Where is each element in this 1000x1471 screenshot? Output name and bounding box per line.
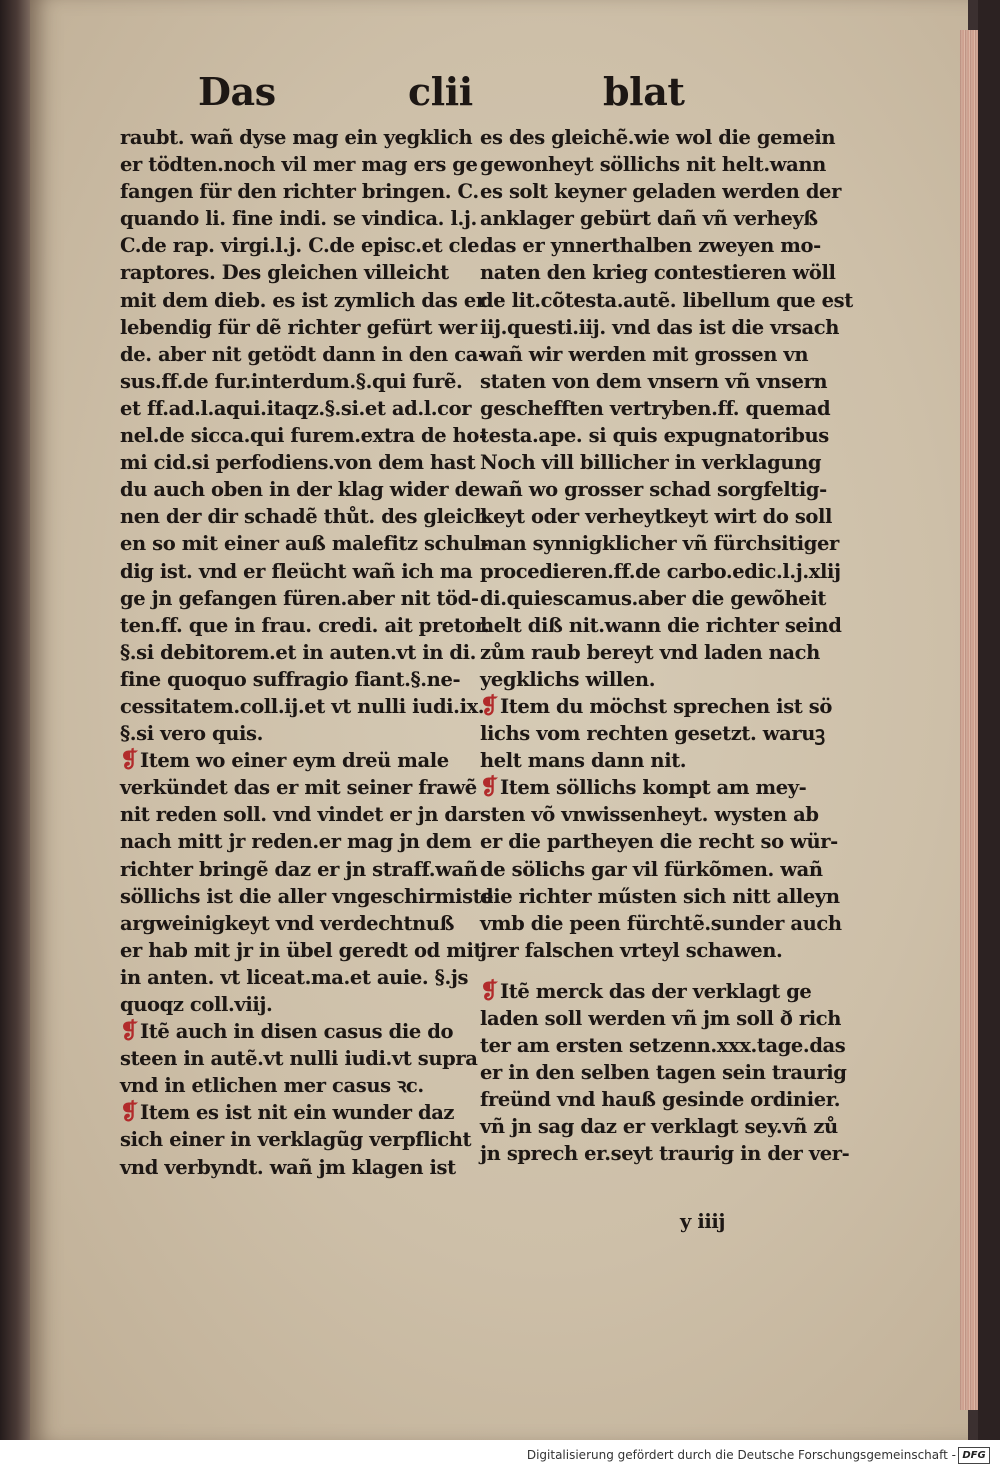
text-line — [480, 910, 842, 937]
left-text-column — [120, 124, 494, 1181]
text-line — [480, 259, 836, 286]
line-text: lebendig für dẽ richter gefürt wer — [120, 315, 477, 339]
text-line — [480, 395, 831, 422]
line-text: quando li. fine indi. se vindica. l.j. — [120, 207, 477, 231]
text-line — [120, 205, 477, 232]
text-line — [120, 1018, 465, 1045]
line-text: vñ jn sag daz er verklagt sey.vñ zů — [480, 1115, 838, 1139]
text-line — [120, 341, 486, 368]
line-text: ter am ersten setzenn.xxx.tage.das — [480, 1034, 846, 1058]
text-line — [480, 503, 833, 530]
text-line — [120, 991, 465, 1018]
text-line — [480, 828, 838, 855]
text-line — [480, 774, 825, 801]
text-line — [480, 422, 829, 449]
text-line — [480, 585, 825, 612]
line-text: §.si debitorem.et in auten.vt in di. — [120, 640, 477, 664]
text-line — [120, 585, 479, 612]
line-text: das er ynnerthalben zweyen mo- — [480, 234, 821, 258]
line-text: staten von dem vnsern vñ vnsern — [480, 369, 828, 393]
line-text: richter bringẽ daz er jn straff.wañ — [120, 857, 478, 881]
text-line — [120, 558, 473, 585]
text-line — [120, 422, 487, 449]
line-text: lichs vom rechten gesetzt. waruꝫ — [480, 722, 825, 746]
text-line — [480, 368, 828, 395]
line-text: iij.questi.iij. vnd das ist die vrsach — [480, 315, 839, 339]
paragraph-gap — [480, 964, 825, 978]
text-line — [480, 856, 825, 883]
line-text: mi cid.si perfodiens.von dem hast — [120, 451, 476, 475]
footer-bar — [0, 1440, 1000, 1471]
line-text: anklager gebürt dañ vñ verheyß — [480, 207, 818, 231]
line-text: nel.de sicca.qui furem.extra de ho- — [120, 424, 487, 448]
folio-number: clii — [408, 69, 473, 114]
line-text: nit reden soll. vnd vindet er jn dar — [120, 803, 480, 827]
line-text: zům raub bereyt vnd laden nach — [480, 640, 820, 664]
line-text: er hab mit jr in übel geredt od mit — [120, 938, 483, 962]
header-right-word: blat — [603, 69, 685, 114]
text-line — [120, 828, 472, 855]
text-line — [120, 666, 465, 693]
line-text: raubt. wañ dyse mag ein yegklich — [120, 126, 473, 149]
text-line — [120, 747, 465, 774]
line-text: steen in autẽ.vt nulli iudi.vt supra — [120, 1047, 478, 1071]
line-text: es des gleichẽ.wie wol die gemein — [480, 126, 836, 149]
line-text: Noch vill billicher in verklagung — [480, 451, 822, 475]
line-text: raptores. Des gleichen villeicht — [120, 261, 449, 285]
line-text: man synnigklicher vñ fürchsitiger — [480, 532, 839, 556]
line-text: er in den selben tagen sein traurig — [480, 1061, 847, 1085]
line-text: yegklichs willen. — [480, 667, 656, 691]
text-line — [120, 774, 477, 801]
text-line — [120, 232, 486, 259]
line-text: wañ wir werden mit grossen vn — [480, 342, 809, 366]
line-text: sten võ vnwissenheyt. wysten ab — [480, 803, 819, 827]
line-text: er tödten.noch vil mer mag ers ge — [120, 153, 478, 177]
text-line — [120, 937, 483, 964]
text-line — [480, 558, 841, 585]
text-line — [120, 449, 476, 476]
right-dark-edge — [978, 0, 1000, 1440]
text-line — [480, 978, 825, 1005]
line-text: C.de rap. virgi.l.j. C.de episc.et cle. — [120, 234, 486, 258]
line-text: di.quiescamus.aber die gewõheit — [480, 586, 826, 610]
line-text: es solt keyner geladen werden der — [480, 180, 841, 204]
text-line — [480, 1059, 847, 1086]
line-text: dig ist. vnd er fleücht wañ ich ma — [120, 559, 473, 583]
text-line — [120, 476, 480, 503]
line-text: nen der dir schadẽ thůt. des gleich — [120, 505, 488, 529]
text-line — [480, 1113, 838, 1140]
text-line — [480, 883, 840, 910]
text-line — [120, 612, 490, 639]
text-line — [480, 639, 825, 666]
line-text: quoqz coll.viij. — [120, 993, 273, 1016]
text-line — [480, 178, 841, 205]
line-text: ge jn gefangen füren.aber nit töd- — [120, 586, 479, 610]
line-text: sus.ff.de fur.interdum.§.qui furẽ. — [120, 369, 463, 393]
line-text: laden soll werden vñ jm soll ð rich — [480, 1007, 842, 1030]
text-line — [120, 151, 478, 178]
text-line — [120, 964, 469, 991]
dfg-logo: DFG — [958, 1447, 990, 1464]
line-text: geschefften vertryben.ff. quemad — [480, 396, 831, 420]
text-line — [480, 232, 825, 259]
line-text: Itẽ merck das der verklagt ge — [500, 979, 812, 1003]
line-text: et ff.ad.l.aqui.itaqz.§.si.et ad.l.cor — [120, 396, 472, 420]
text-line — [120, 720, 465, 747]
text-line — [480, 937, 825, 964]
line-text: argweinigkeyt vnd verdechtnuß — [120, 911, 455, 935]
line-text: mit dem dieb. es ist zymlich das er — [120, 288, 486, 312]
line-text: keyt oder verheytkeyt wirt do soll — [480, 505, 833, 529]
line-text: vnd in etlichen mer casus ꝛc. — [120, 1074, 424, 1098]
line-text: §.si vero quis. — [120, 722, 263, 746]
paragraph-mark-icon: ❡ — [120, 1018, 139, 1045]
text-line — [480, 1140, 850, 1167]
line-text: verkündet das er mit seiner frawẽ — [120, 776, 477, 800]
paragraph-mark-icon: ❡ — [480, 692, 499, 719]
line-text: naten den krieg contestieren wöll — [480, 261, 836, 285]
line-text: procedieren.ff.de carbo.edic.l.j.xlij — [480, 559, 841, 583]
text-line — [120, 1126, 472, 1153]
line-text: jrer falschen vrteyl schawen. — [480, 938, 783, 962]
line-text: Item es ist nit ein wunder daz — [140, 1101, 455, 1125]
text-line — [120, 910, 465, 937]
footer-credit: Digitalisierung gefördert durch die Deutsche Forschungsgemeinschaft - — [526, 1448, 956, 1462]
line-text: ten.ff. que in frau. credi. ait pretor. — [120, 613, 490, 637]
header-left-word: Das — [198, 69, 276, 114]
text-line — [120, 395, 472, 422]
line-text: in anten. vt liceat.ma.et auie. §.js — [120, 965, 469, 989]
text-line — [480, 314, 839, 341]
paragraph-mark-icon: ❡ — [120, 747, 139, 774]
text-line — [480, 530, 839, 557]
line-text: Item du möchst sprechen ist sö — [500, 694, 832, 718]
text-line — [480, 747, 825, 774]
line-text: vnd verbyndt. wañ jm klagen ist — [120, 1155, 456, 1179]
text-line — [120, 856, 478, 883]
line-text: er die partheyen die recht so wür- — [480, 830, 838, 854]
line-text: helt mans dann nit. — [480, 749, 687, 773]
text-line — [120, 639, 477, 666]
page-stack-edge — [960, 30, 978, 1410]
text-line — [480, 151, 825, 178]
text-line — [120, 287, 486, 314]
line-text: de. aber nit getödt dann in den ca- — [120, 342, 486, 366]
text-line — [120, 530, 489, 557]
text-line — [480, 476, 825, 503]
text-line — [120, 1099, 465, 1126]
text-line — [120, 1072, 465, 1099]
line-text: cessitatem.coll.ij.et vt nulli iudi.ix. — [120, 694, 485, 718]
text-line — [480, 287, 853, 314]
paragraph-mark-icon: ❡ — [480, 977, 499, 1004]
line-text: die richter műsten sich nitt alleyn — [480, 884, 840, 908]
line-text: freünd vnd hauß gesinde ordinier. — [480, 1088, 841, 1112]
text-line — [480, 1032, 846, 1059]
text-line — [120, 124, 473, 151]
text-line — [480, 1005, 842, 1032]
line-text: fangen für den richter bringen. C. — [120, 180, 479, 204]
text-line — [480, 205, 825, 232]
line-text: testa.ape. si quis expugnatoribus — [480, 424, 829, 448]
text-line — [120, 801, 480, 828]
paragraph-mark-icon: ❡ — [480, 774, 499, 801]
text-line — [120, 1045, 478, 1072]
line-text: fine quoquo suffragio fiant.§.ne- — [120, 667, 461, 691]
text-line — [120, 259, 465, 286]
line-text: helt diß nit.wann die richter seind — [480, 613, 842, 637]
line-text: en so mit einer auß malefitz schul- — [120, 532, 489, 556]
text-line — [480, 612, 842, 639]
text-line — [120, 503, 488, 530]
signature-mark: y iiij — [680, 1210, 725, 1233]
text-line — [120, 883, 494, 910]
line-text: de sölichs gar vil fürkõmen. wañ — [480, 857, 823, 881]
text-line — [120, 368, 465, 395]
line-text: gewonheyt söllichs nit helt.wann — [480, 153, 826, 177]
line-text: Itẽ auch in disen casus die do — [140, 1020, 454, 1044]
text-line — [480, 666, 825, 693]
line-text: Item söllichs kompt am mey- — [500, 776, 807, 800]
line-text: wañ wo grosser schad sorgfeltig- — [480, 478, 827, 502]
line-text: sich einer in verklagũg verpflicht — [120, 1128, 472, 1152]
page-header — [0, 70, 1000, 130]
text-line — [480, 1086, 841, 1113]
paragraph-mark-icon: ❡ — [120, 1099, 139, 1126]
text-line — [480, 720, 825, 747]
text-line — [120, 178, 479, 205]
line-text: vmb die peen fürchtẽ.sunder auch — [480, 911, 842, 935]
line-text: du auch oben in der klag wider de — [120, 478, 480, 502]
line-text: söllichs ist die aller vngeschirmiste — [120, 884, 494, 908]
text-line — [120, 314, 477, 341]
line-text: nach mitt jr reden.er mag jn dem — [120, 830, 472, 854]
text-line — [480, 124, 836, 151]
text-line — [120, 1154, 465, 1181]
text-line — [480, 341, 825, 368]
text-line — [480, 692, 832, 720]
text-line — [480, 801, 825, 828]
text-line — [120, 693, 485, 720]
text-line — [480, 449, 825, 476]
line-text: jn sprech er.seyt traurig in der ver- — [480, 1142, 850, 1166]
right-text-column — [480, 124, 853, 1168]
line-text: Item wo einer eym dreü male — [140, 749, 449, 773]
line-text: de lit.cõtesta.autẽ. libellum que est — [480, 288, 853, 312]
